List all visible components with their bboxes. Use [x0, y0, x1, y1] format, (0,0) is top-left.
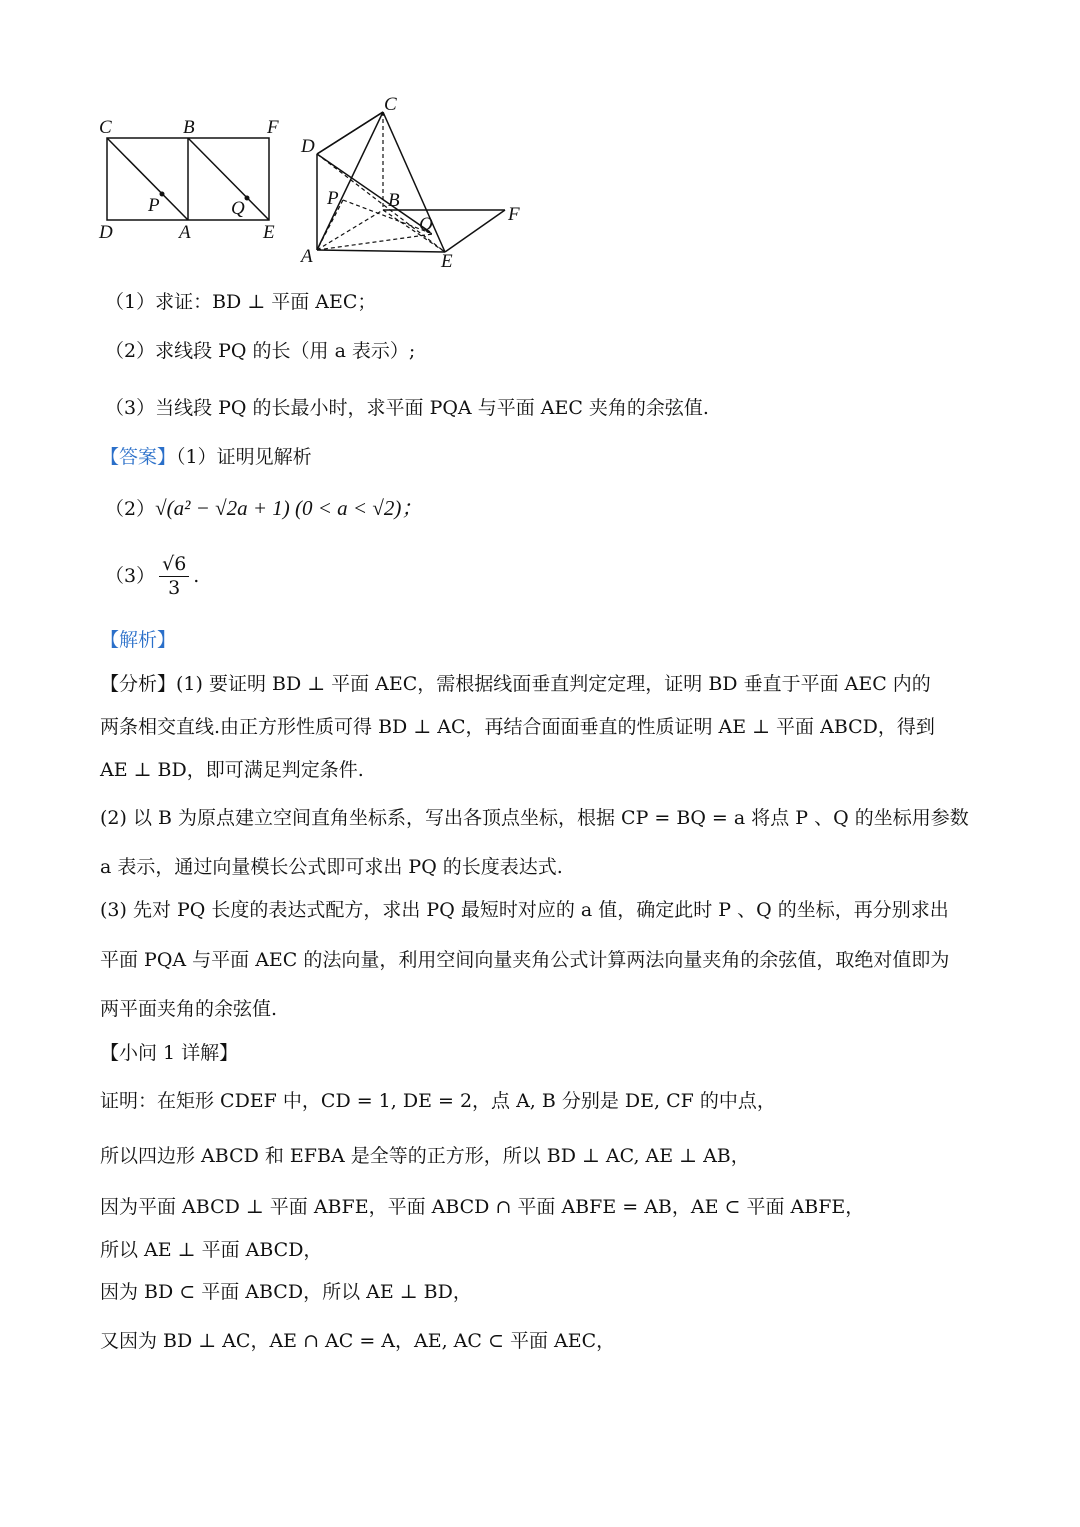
- analysis-tag: 【解析】: [100, 629, 177, 651]
- label-E: E: [441, 251, 453, 272]
- detail-line-5: 因为 BD ⊂ 平面 ABCD，所以 AE ⊥ BD，: [100, 1281, 472, 1303]
- label-Q: Q: [419, 214, 433, 235]
- label-B: B: [388, 190, 400, 211]
- answer-line-2: [105, 496, 422, 521]
- analysis-p2-line1: (2) 以 B 为原点建立空间直角坐标系，写出各顶点坐标，根据 CP = BQ = a 将点 P 、Q 的坐标用参数: [100, 807, 969, 829]
- answer-2-prefix: （2）: [105, 498, 156, 520]
- label-F: F: [267, 117, 279, 138]
- answer-3-denominator: 3: [168, 576, 181, 599]
- analysis-p1-line2: 两条相交直线.由正方形性质可得 BD ⊥ AC，再结合面面垂直的性质证明 AE ⊥ 平面 ABCD，得到: [100, 716, 935, 738]
- question-3: （3）当线段 PQ 的长最小时，求平面 PQA 与平面 AEC 夹角的余弦值.: [105, 397, 709, 419]
- answer-3-suffix: .: [193, 564, 200, 587]
- analysis-p3-line2: 平面 PQA 与平面 AEC 的法向量，利用空间向量夹角公式计算两法向量夹角的余弦值，取绝对值即为: [100, 949, 950, 971]
- detail-line-2: 所以四边形 ABCD 和 EFBA 是全等的正方形，所以 BD ⊥ AC, AE ⊥ AB，: [100, 1145, 750, 1167]
- detail-tag: 【小问 1 详解】: [100, 1042, 239, 1064]
- analysis-p3-line1: (3) 先对 PQ 长度的表达式配方，求出 PQ 最短时对应的 a 值，确定此时 P 、Q 的坐标，再分别求出: [100, 899, 949, 921]
- detail-line-4: 所以 AE ⊥ 平面 ABCD，: [100, 1239, 323, 1261]
- answer-1: （1）证明见解析: [176, 446, 312, 468]
- label-A: A: [301, 246, 313, 267]
- label-C: C: [99, 117, 112, 138]
- answer-2-expr: √(a² − √2a + 1) (0 < a < √2)；: [155, 496, 423, 520]
- label-P: P: [327, 188, 339, 209]
- answer-3-numerator: √6: [159, 553, 189, 577]
- answer-tag: 【答案】: [100, 446, 177, 468]
- label-A: A: [179, 222, 191, 243]
- detail-line-3: 因为平面 ABCD ⊥ 平面 ABFE，平面 ABCD ∩ 平面 ABFE = AB，AE ⊂ 平面 ABFE，: [100, 1196, 865, 1218]
- answer-3-prefix: （3）: [105, 564, 156, 587]
- analysis-p1-line3: AE ⊥ BD，即可满足判定条件.: [100, 759, 364, 781]
- label-D: D: [99, 222, 113, 243]
- label-F: F: [508, 204, 520, 225]
- detail-line-6: 又因为 BD ⊥ AC，AE ∩ AC = A，AE, AC ⊂ 平面 AEC，: [100, 1330, 616, 1352]
- answer-line-3: [105, 553, 199, 600]
- label-C: C: [384, 94, 397, 115]
- question-1: （1）求证：BD ⊥ 平面 AEC；: [105, 291, 377, 313]
- label-D: D: [301, 136, 315, 157]
- analysis-p1-line1: 【分析】(1) 要证明 BD ⊥ 平面 AEC，需根据线面垂直判定定理，证明 BD 垂直于平面 AEC 内的: [100, 673, 931, 695]
- label-P: P: [148, 195, 160, 216]
- analysis-p3-line3: 两平面夹角的余弦值.: [100, 998, 278, 1020]
- label-Q: Q: [231, 198, 245, 219]
- solid-figure: [295, 92, 545, 272]
- label-E: E: [263, 222, 275, 243]
- rectangle-figure: [95, 112, 295, 247]
- answer-3-fraction: [159, 553, 189, 600]
- question-2: （2）求线段 PQ 的长（用 a 表示）;: [105, 340, 416, 362]
- detail-line-1: 证明：在矩形 CDEF 中，CD = 1, DE = 2，点 A, B 分别是 DE, CF 的中点，: [100, 1090, 776, 1112]
- analysis-p2-line2: a 表示，通过向量模长公式即可求出 PQ 的长度表达式.: [100, 856, 563, 878]
- answer-line-1: [100, 446, 312, 469]
- label-B: B: [183, 117, 195, 138]
